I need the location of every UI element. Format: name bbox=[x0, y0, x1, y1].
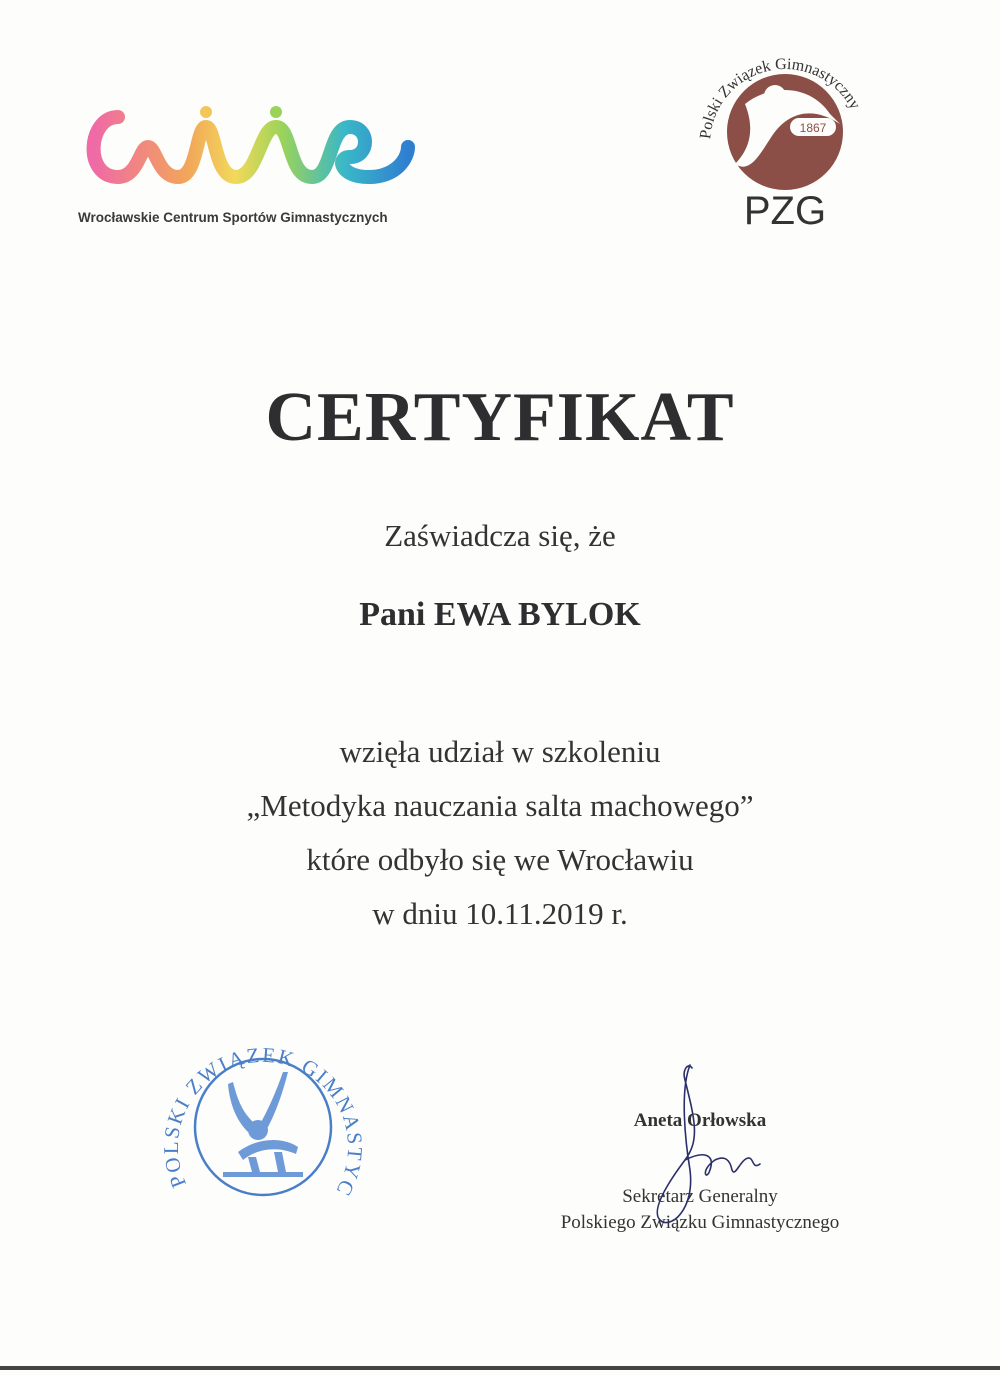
signer-name: Aneta Orłowska bbox=[633, 1110, 767, 1131]
certificate-line-1: wzięła udział w szkoleniu bbox=[339, 734, 661, 769]
certificate-date: w dniu 10.11.2019 r. bbox=[372, 896, 628, 931]
wcsg-caption: Wrocławskie Centrum Sportów Gimnastycznych bbox=[78, 210, 388, 225]
pzg-year: 1867 bbox=[799, 121, 827, 135]
certificate-title: CERTYFIKAT bbox=[265, 379, 735, 456]
recipient-name: Pani EWA BYLOK bbox=[359, 596, 641, 633]
training-title: „Metodyka nauczania salta machowego” bbox=[246, 788, 754, 823]
pzg-logo bbox=[690, 44, 880, 234]
gymnasts-icon bbox=[223, 1072, 303, 1177]
pzg-arc-text: Polski Związek Gimnastyczny bbox=[697, 55, 864, 140]
certificate-intro: Zaświadcza się, że bbox=[384, 518, 616, 553]
signer-role: Sekretarz Generalny bbox=[622, 1186, 778, 1207]
pzg-abbr: PZG bbox=[743, 189, 827, 233]
stamp-arc-text: POLSKI ZWIĄZEK GIMNASTYC bbox=[158, 1042, 368, 1202]
scan-edge bbox=[0, 1366, 1000, 1370]
certificate-line-3: które odbyło się we Wrocławiu bbox=[306, 842, 694, 877]
wcsg-logo bbox=[78, 102, 438, 232]
gymnast-head-icon bbox=[764, 85, 786, 107]
signer-organization: Polskiego Związku Gimnastycznego bbox=[560, 1212, 840, 1233]
official-stamp bbox=[148, 1012, 378, 1242]
handwritten-signature bbox=[640, 1060, 780, 1240]
wcsg-logo-mark bbox=[78, 102, 438, 197]
